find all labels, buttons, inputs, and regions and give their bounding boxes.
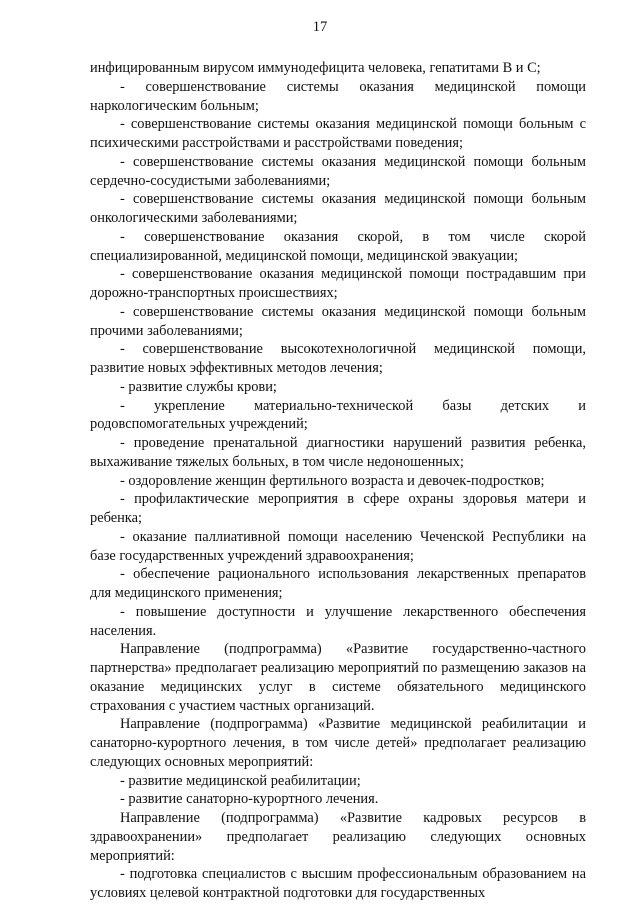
list-item: - оздоровление женщин фертильного возраста и девочек-подростков; <box>120 472 545 489</box>
list-item: - совершенствование высокотехнологичной медицинской помощи, развитие новых эффективных методов лечения; <box>90 341 586 376</box>
list-item: - профилактические мероприятия в сфере охраны здоровья матери и ребенка; <box>90 491 586 526</box>
page-number: 17 <box>312 19 328 35</box>
list-item: - совершенствование системы оказания медицинской помощи больным с психическими расстройствами и расстройствами поведения; <box>90 116 586 151</box>
paragraph: Направление (подпрограмма) «Развитие кадровых ресурсов в здравоохранении» предполагает реализацию следующих основных мероприятий: <box>90 810 586 864</box>
list-item: - укрепление материально-технической базы детских и родовспомогательных учреждений; <box>90 397 586 433</box>
paragraph: Направление (подпрограмма) «Развитие медицинской реабилитации и санаторно-курортного лечения, в том числе детей» предполагает реализацию следующих основных мероприятий: <box>90 716 586 770</box>
list-item: - подготовка специалистов с высшим профессиональным образованием на условиях целевой контрактной подготовки для государственных <box>90 866 586 901</box>
list-item: - повышение доступности и улучшение лекарственного обеспечения населения. <box>90 603 586 639</box>
list-item: - развитие медицинской реабилитации; <box>120 772 361 789</box>
list-item: - обеспечение рационального использования лекарственных препаратов для медицинского применения; <box>90 566 586 601</box>
list-item: - совершенствование оказания скорой, в том числе скорой специализированной, медицинской помощи, медицинской эвакуации; <box>90 228 586 264</box>
list-item: - развитие службы крови; <box>120 378 277 395</box>
list-item: - совершенствование оказания медицинской помощи пострадавшим при дорожно-транспортных происшествиях; <box>90 266 586 301</box>
list-item: - совершенствование системы оказания медицинской помощи больным прочими заболеваниями; <box>90 303 586 339</box>
document-body <box>90 59 586 903</box>
paragraph-continuation: инфицированным вирусом иммунодефицита человека, гепатитами В и С; <box>90 60 541 76</box>
list-item: - проведение пренатальной диагностики нарушений развития ребенка, выхаживание тяжелых больных, в том числе недоношенных; <box>90 435 586 470</box>
list-item: - оказание паллиативной помощи населению Чеченской Республики на базе государственных учреждений здравоохранения; <box>90 528 586 564</box>
list-item: - совершенствование системы оказания медицинской помощи наркологическим больным; <box>90 78 586 114</box>
list-item: - совершенствование системы оказания медицинской помощи больным сердечно-сосудистыми заболеваниями; <box>90 153 586 189</box>
paragraph: Направление (подпрограмма) «Развитие государственно-частного партнерства» предполагает реализацию мероприятий по размещению заказов на оказание медицинских услуг в системе обязательного медицинского страхования с участием частных организаций. <box>90 641 586 714</box>
list-item: - развитие санаторно-курортного лечения. <box>120 791 379 808</box>
list-item: - совершенствование системы оказания медицинской помощи больным онкологическими заболеваниями; <box>90 191 586 226</box>
